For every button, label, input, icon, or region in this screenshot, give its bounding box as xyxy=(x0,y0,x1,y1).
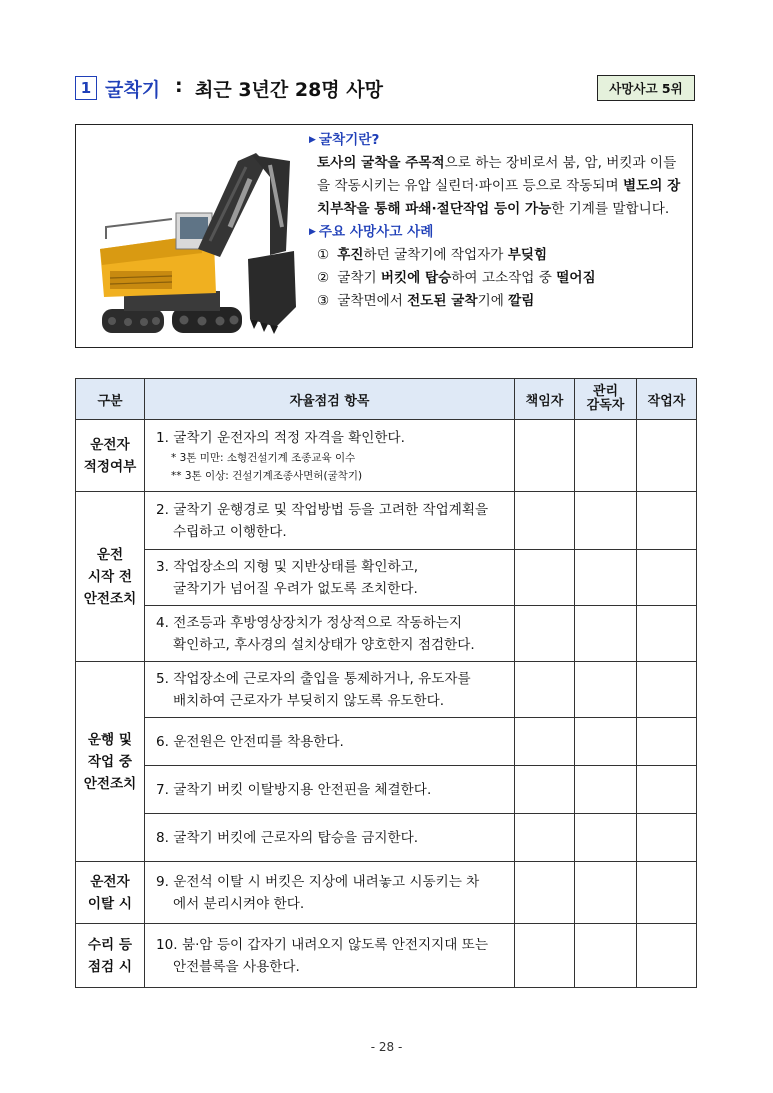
item-text: 3. 작업장소의 지형 및 지반상태를 확인하고, xyxy=(156,558,419,575)
header-supervisor: 관리 감독자 xyxy=(575,379,637,420)
case-item xyxy=(309,267,689,290)
case-part: 버킷에 탑승 xyxy=(380,270,452,286)
table-row xyxy=(76,606,697,662)
item-text: 7. 굴착기 버킷 이탈방지용 안전핀을 체결한다. xyxy=(156,781,432,798)
check-item xyxy=(145,718,515,766)
table-row xyxy=(76,924,697,988)
case-item xyxy=(309,244,689,267)
case-part: 굴착면에서 xyxy=(337,293,408,309)
supervisor-check-cell[interactable] xyxy=(575,766,637,814)
excavator-image xyxy=(80,131,302,343)
item-text: 2. 굴착기 운행경로 및 작업방법 등을 고려한 작업계획을 xyxy=(156,501,489,518)
case-item xyxy=(309,290,689,313)
category-cell: 운행 및 작업 중 안전조치 xyxy=(76,662,145,862)
definition-part: 토사의 굴착을 주목적 xyxy=(317,155,445,171)
item-text-cont: 에서 분리시켜야 한다. xyxy=(173,895,305,912)
triangle-bullet-icon: ▶ xyxy=(309,135,316,145)
header-responsible: 책임자 xyxy=(515,379,575,420)
item-text: 1. 굴착기 운전자의 적정 자격을 확인한다. xyxy=(156,429,405,446)
responsible-check-cell[interactable] xyxy=(515,550,575,606)
category-cell: 수리 등 점검 시 xyxy=(76,924,145,988)
responsible-check-cell[interactable] xyxy=(515,862,575,924)
check-item xyxy=(145,862,515,924)
case-number: ① xyxy=(317,247,330,263)
responsible-check-cell[interactable] xyxy=(515,420,575,492)
table-row xyxy=(76,814,697,862)
worker-check-cell[interactable] xyxy=(637,420,697,492)
header-worker: 작업자 xyxy=(637,379,697,420)
case-part: 부딪힘 xyxy=(507,247,548,263)
case-part: 깔림 xyxy=(508,293,535,309)
worker-check-cell[interactable] xyxy=(637,924,697,988)
item-text: 9. 운전석 이탈 시 버킷은 지상에 내려놓고 시동키는 차 xyxy=(156,873,480,890)
check-item xyxy=(145,606,515,662)
case-number: ② xyxy=(317,270,330,286)
item-text: 6. 운전원은 안전띠를 착용한다. xyxy=(156,733,344,750)
worker-check-cell[interactable] xyxy=(637,550,697,606)
check-item xyxy=(145,492,515,550)
page-number: - 28 - xyxy=(370,1040,403,1054)
definition-part: 별도의 장치부착을 통해 파쇄·절단작업 등이 가능 xyxy=(317,178,681,217)
case-number: ③ xyxy=(317,293,330,309)
page-title: 굴착기 xyxy=(105,79,161,101)
check-item xyxy=(145,814,515,862)
item-text: 4. 전조등과 후방영상장치가 정상적으로 작동하는지 xyxy=(156,614,463,631)
worker-check-cell[interactable] xyxy=(637,492,697,550)
case-part: 후진 xyxy=(337,247,364,263)
page-subtitle: 최근 3년간 28명 사망 xyxy=(195,79,383,101)
case-part: 전도된 굴착 xyxy=(407,293,478,309)
item-text-cont: 확인하고, 후사경의 설치상태가 양호한지 점검한다. xyxy=(173,636,475,653)
checklist-table xyxy=(75,378,697,988)
check-item xyxy=(145,550,515,606)
responsible-check-cell[interactable] xyxy=(515,492,575,550)
responsible-check-cell[interactable] xyxy=(515,606,575,662)
rank-badge: 사망사고 5위 xyxy=(597,75,695,101)
table-row xyxy=(76,766,697,814)
section-number: 1 xyxy=(75,76,97,100)
responsible-check-cell[interactable] xyxy=(515,718,575,766)
case-part: 굴착기 xyxy=(337,270,381,286)
table-row xyxy=(76,550,697,606)
triangle-bullet-icon: ▶ xyxy=(309,227,316,237)
item-text-cont: 안전블록을 사용한다. xyxy=(173,958,300,975)
worker-check-cell[interactable] xyxy=(637,862,697,924)
item-text-cont: 굴착기가 넘어질 우려가 없도록 조치한다. xyxy=(173,580,418,597)
category-cell: 운전 시작 전 안전조치 xyxy=(76,492,145,662)
supervisor-check-cell[interactable] xyxy=(575,924,637,988)
table-row xyxy=(76,420,697,492)
supervisor-check-cell[interactable] xyxy=(575,606,637,662)
item-note: * 3톤 미만: 소형건설기계 조종교육 이수 xyxy=(171,451,356,464)
check-item xyxy=(145,420,515,492)
category-cell: 운전자 이탈 시 xyxy=(76,862,145,924)
table-row xyxy=(76,862,697,924)
supervisor-check-cell[interactable] xyxy=(575,814,637,862)
table-header-row xyxy=(76,379,697,420)
supervisor-check-cell[interactable] xyxy=(575,420,637,492)
supervisor-check-cell[interactable] xyxy=(575,862,637,924)
header-category: 구분 xyxy=(76,379,145,420)
worker-check-cell[interactable] xyxy=(637,718,697,766)
title-separator: : xyxy=(175,75,183,97)
responsible-check-cell[interactable] xyxy=(515,662,575,718)
category-cell: 운전자 적정여부 xyxy=(76,420,145,492)
worker-check-cell[interactable] xyxy=(637,606,697,662)
case-part: 하던 굴착기에 작업자가 xyxy=(363,247,508,263)
check-item xyxy=(145,662,515,718)
worker-check-cell[interactable] xyxy=(637,766,697,814)
header-item: 자율점검 항목 xyxy=(145,379,515,420)
supervisor-check-cell[interactable] xyxy=(575,718,637,766)
case-part: 기에 xyxy=(477,293,509,309)
case-part: 떨어짐 xyxy=(556,270,596,286)
table-row xyxy=(76,718,697,766)
intro-box xyxy=(75,124,693,348)
responsible-check-cell[interactable] xyxy=(515,766,575,814)
definition-heading: ▶ 굴착기란? xyxy=(309,132,380,148)
case-part: 하여 고소작업 중 xyxy=(451,270,557,286)
responsible-check-cell[interactable] xyxy=(515,814,575,862)
definition-part: 한 기계를 말합니다. xyxy=(551,201,670,217)
item-text-cont: 배치하여 근로자가 부딪히지 않도록 유도한다. xyxy=(173,692,445,709)
check-item xyxy=(145,924,515,988)
item-note: ** 3톤 이상: 건설기계조종사면허(굴착기) xyxy=(171,469,363,482)
item-text: 5. 작업장소에 근로자의 출입을 통제하거나, 유도자를 xyxy=(156,670,471,687)
responsible-check-cell[interactable] xyxy=(515,924,575,988)
item-text: 8. 굴착기 버킷에 근로자의 탑승을 금지한다. xyxy=(156,829,419,846)
check-item xyxy=(145,766,515,814)
title-row xyxy=(75,72,695,104)
cases-heading: ▶ 주요 사망사고 사례 xyxy=(309,224,434,240)
table-row xyxy=(76,492,697,550)
supervisor-check-cell[interactable] xyxy=(575,662,637,718)
table-row xyxy=(76,662,697,718)
item-text: 10. 붐·암 등이 갑자기 내려오지 않도록 안전지지대 또는 xyxy=(156,936,488,953)
definition-part: 으로 하는 장비로서 붐, 암, 버킷과 이들을 작동시키는 유압 실린더·파이프 등으로 작동되며 xyxy=(317,155,677,194)
item-text-cont: 수립하고 이행한다. xyxy=(173,523,287,540)
intro-text xyxy=(309,129,689,313)
worker-check-cell[interactable] xyxy=(637,814,697,862)
supervisor-check-cell[interactable] xyxy=(575,492,637,550)
supervisor-check-cell[interactable] xyxy=(575,550,637,606)
worker-check-cell[interactable] xyxy=(637,662,697,718)
definition-paragraph xyxy=(309,152,689,221)
